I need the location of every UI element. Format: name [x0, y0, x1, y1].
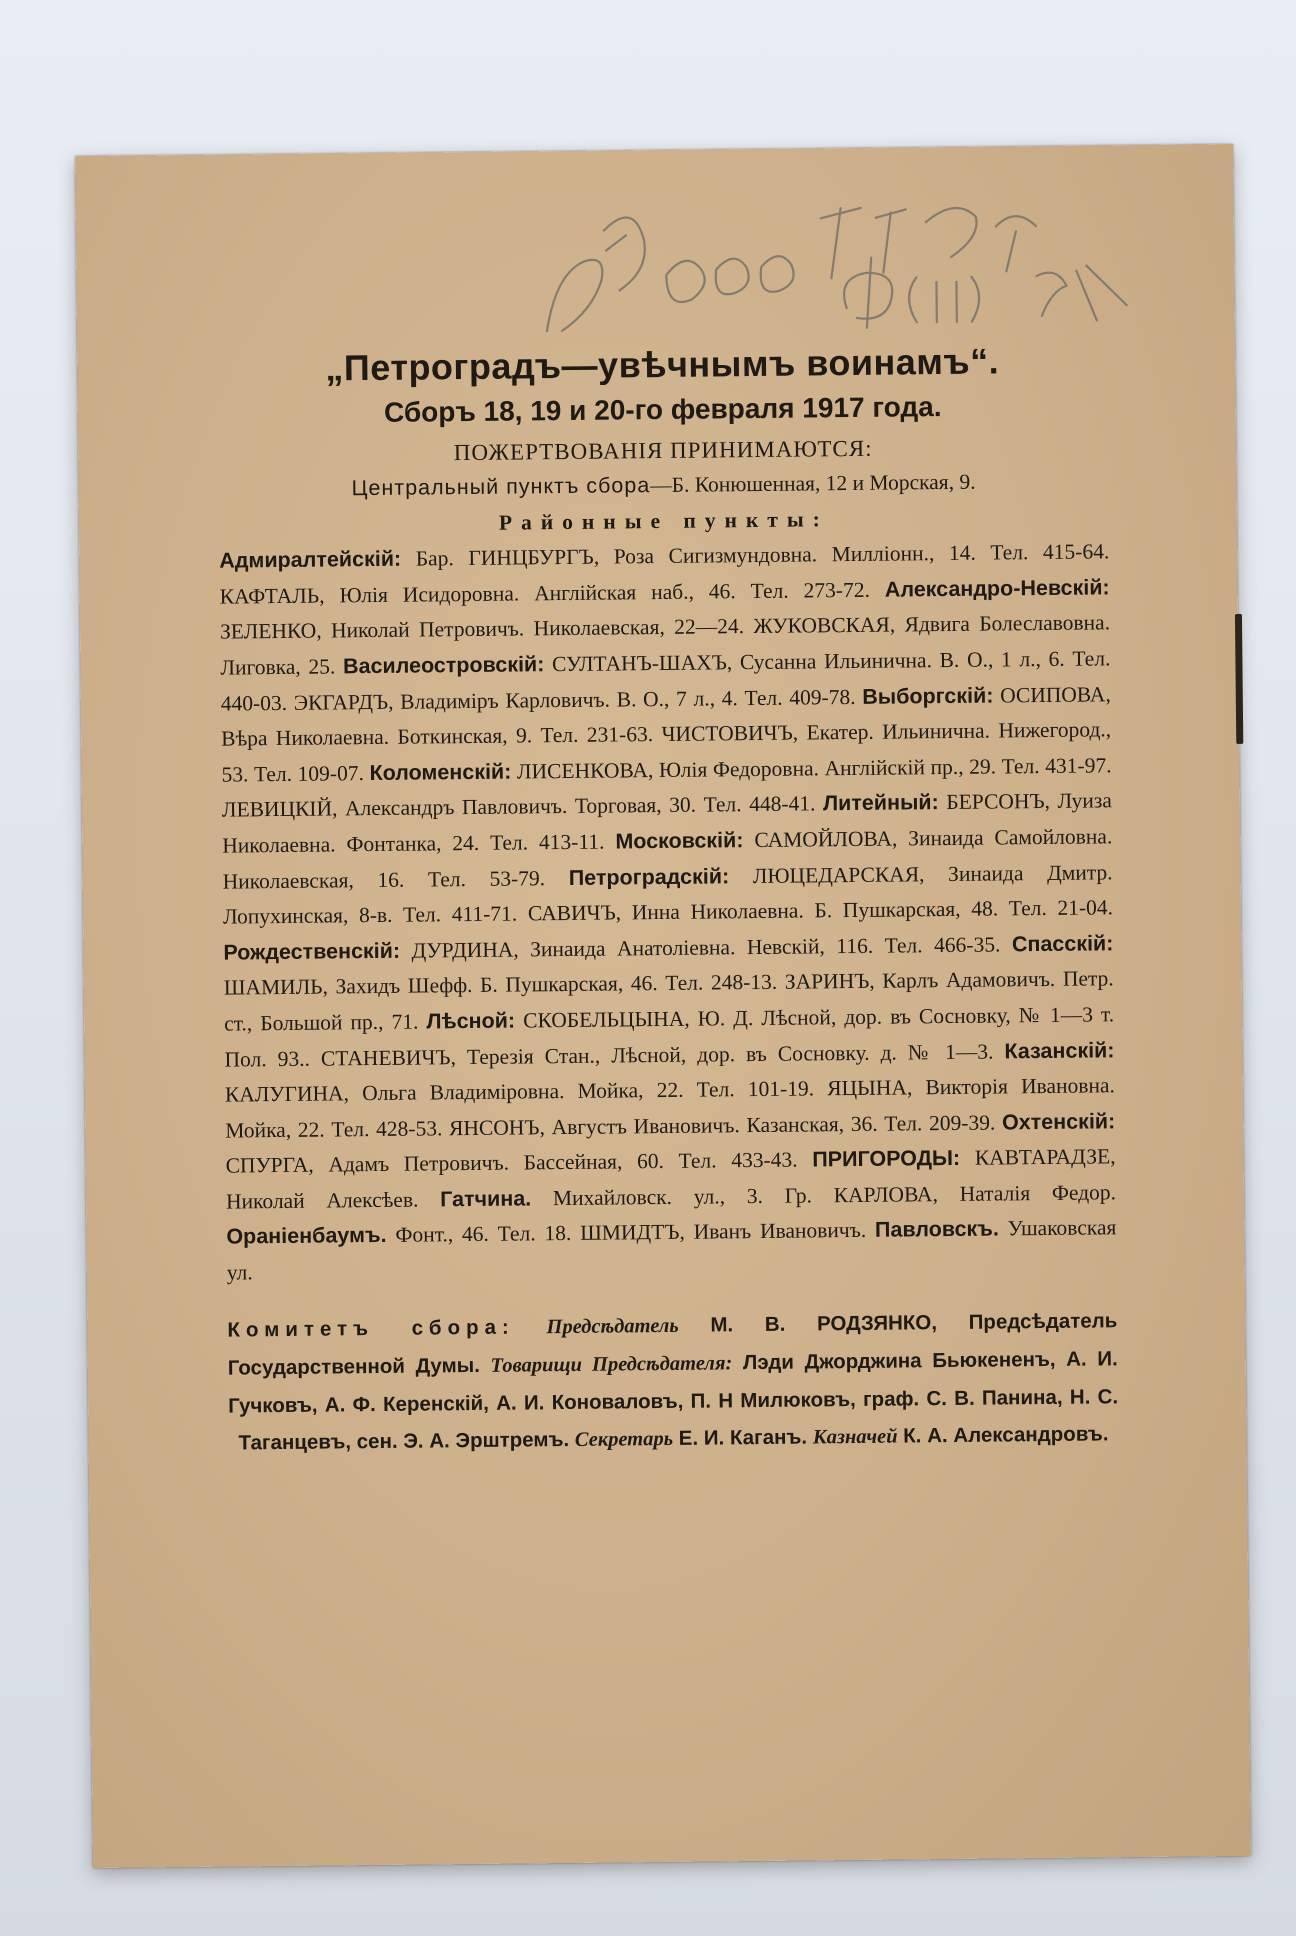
district-entries: БЕРСОНЪ, Луиза Николаевна. Фонтанка, 24. Тел. 413-11.	[222, 788, 1112, 858]
district-name: Московскій:	[615, 828, 744, 854]
secretary-title: Секретарь	[574, 1427, 674, 1451]
district-name: Рождественскій:	[223, 938, 401, 965]
district-name: Охтенскій:	[1001, 1108, 1116, 1135]
district-entries: КАВТАРАДЗЕ, Николай Алексѣев.	[225, 1144, 1116, 1214]
donations-heading: ПОЖЕРТВОВАНІЯ ПРИНИМАЮТСЯ:	[453, 435, 873, 466]
district-list	[219, 534, 1117, 1291]
district-entries: СУЛТАНЪ-ШАХЪ, Сусанна Ильинична. В. О., 1 л., 6. Тел. 440-03. ЭКГАРДЪ, Владиміръ Карловичъ. В. О., 7 л., 4. Тел. 409-78.	[220, 646, 1111, 716]
district-heading: Районные пункты:	[498, 506, 829, 535]
leaflet-subtitle: Сборъ 18, 19 и 20-го февраля 1917 года.	[383, 391, 942, 428]
secretary-text: Е. И. Каганъ.	[672, 1425, 813, 1450]
district-name: Казанскій:	[1004, 1037, 1115, 1063]
leaflet-content	[217, 335, 1119, 1462]
district-entries: ЗЕЛЕНКО, Николай Петровичъ. Николаевская, 22—24. ЖУКОВСКАЯ, Ядвига Болеславовна. Лиговка, 25.	[219, 610, 1111, 680]
district-name: Гатчина.	[440, 1186, 532, 1212]
treasurer-text: К. А. Александровъ.	[897, 1422, 1109, 1448]
district-name: Спасскій:	[1011, 930, 1114, 957]
district-name: Павловскъ.	[874, 1216, 1000, 1243]
chair-title: Предсѣдатель	[546, 1314, 679, 1338]
district-entries: Фонт., 46. Тел. 18. ШМИДТЪ, Иванъ Ивановичъ.	[386, 1218, 876, 1248]
leaflet-card	[75, 144, 1251, 1868]
district-entries: Бар. ГИНЦБУРГЪ, Роза Сигизмундовна. Милліонн., 14. Тел. 415-64. КАФТАЛЬ, Юлія Исидоровна. Англійская наб., 46. Тел. 273-72.	[219, 539, 1110, 609]
central-point-label: Центральный пунктъ сбора	[351, 473, 651, 501]
district-entries: СПУРГА, Адамъ Петровичъ. Бассейная, 60. Тел. 433-43.	[225, 1147, 813, 1178]
district-name: Лѣсной:	[426, 1008, 516, 1034]
district-entries: ЛЮЦЕДАРСКАЯ, Зинаида Дмитр. Лопухинская, 8-в. Тел. 411-71. САВИЧЪ, Инна Николаевна. Б. Пушкарская, 48. Тел. 21-04.	[222, 859, 1114, 929]
district-entries: СКОБЕЛЬЦЫНА, Ю. Д. Лѣсной, дор. въ Сосновку, № 1—3 т. Пол. 93.. СТАНЕВИЧЪ, Терезія Стан., Лѣсной, дор. въ Сосновку. д. № 1—3.	[224, 1002, 1115, 1072]
district-name: Ораніенбаумъ.	[226, 1223, 387, 1250]
district-entries: КАЛУГИНА, Ольга Владиміровна. Мойка, 22. Тел. 101-19. ЯЦЫНА, Викторія Ивановна. Мойка, 22. Тел. 428-53. ЯНСОНЪ, Августъ Ивановичъ. Казанская, 36. Тел. 209-39.	[224, 1073, 1115, 1143]
deputies-text: Лэди Джорджина Бьюкененъ, А. И. Гучковъ, А. Ф. Керенскій, А. И. Коноваловъ, П. Н Милюковъ, граф. С. В. Панина, Н. С. Таганцевъ, сен. Э. А. Эрштремъ.	[228, 1346, 1119, 1455]
leaflet-title: „Петроградъ—увѣчнымъ воинамъ“.	[325, 340, 1000, 389]
chair-text: М. В. РОДЗЯНКО, Предсѣдатель Государственной Думы.	[227, 1308, 1118, 1380]
district-name: Александро-Невскій:	[884, 575, 1110, 602]
committee-label: Комитетъ сбора:	[227, 1315, 515, 1342]
spine-mark	[1235, 614, 1243, 744]
committee-block	[227, 1302, 1119, 1462]
district-name: Адмиралтейскій:	[219, 546, 402, 573]
district-name: Выборгскій:	[862, 683, 994, 709]
district-name: Литейный:	[822, 790, 939, 816]
district-name: Петроградскій:	[568, 863, 730, 890]
district-entries: ШАМИЛЬ, Захидъ Шефф. Б. Пушкарская, 46. Тел. 248-13. ЗАРИНЪ, Карлъ Адамовичъ. Петр. ст., Большой пр., 71.	[223, 966, 1114, 1036]
deputies-title: Товарищи Предсѣдателя:	[490, 1351, 733, 1377]
central-point-address: —Б. Конюшенная, 12 и Морская, 9.	[650, 469, 976, 498]
district-entries: Ушаковская ул.	[226, 1215, 1117, 1285]
district-name: Коломенскій:	[369, 759, 512, 785]
treasurer-title: Казначей	[812, 1425, 898, 1449]
district-name: Василеостровскій:	[342, 652, 545, 679]
district-entries: САМОЙЛОВА, Зинаида Самойловна. Николаевская, 16. Тел. 53-79.	[222, 824, 1113, 894]
district-entries: ЛИСЕНКОВА, Юлія Федоровна. Англійскій пр., 29. Тел. 431-97. ЛЕВИЦКІЙ, Александръ Павловичъ. Торговая, 30. Тел. 448-41.	[221, 753, 1112, 822]
district-entries: ДУРДИНА, Зинаида Анатоліевна. Невскій, 116. Тел. 466-35.	[399, 932, 1012, 963]
district-name: ПРИГОРОДЫ:	[812, 1146, 961, 1172]
district-entries: ОСИПОВА, Вѣра Николаевна. Боткинская, 9. Тел. 231-63. ЧИСТОВИЧЪ, Екатер. Ильинична. Нижегород., 53. Тел. 109-07.	[221, 681, 1112, 787]
district-entries: Михайловск. ул., 3. Гр. КАРЛОВА, Наталія Федор.	[531, 1180, 1117, 1211]
